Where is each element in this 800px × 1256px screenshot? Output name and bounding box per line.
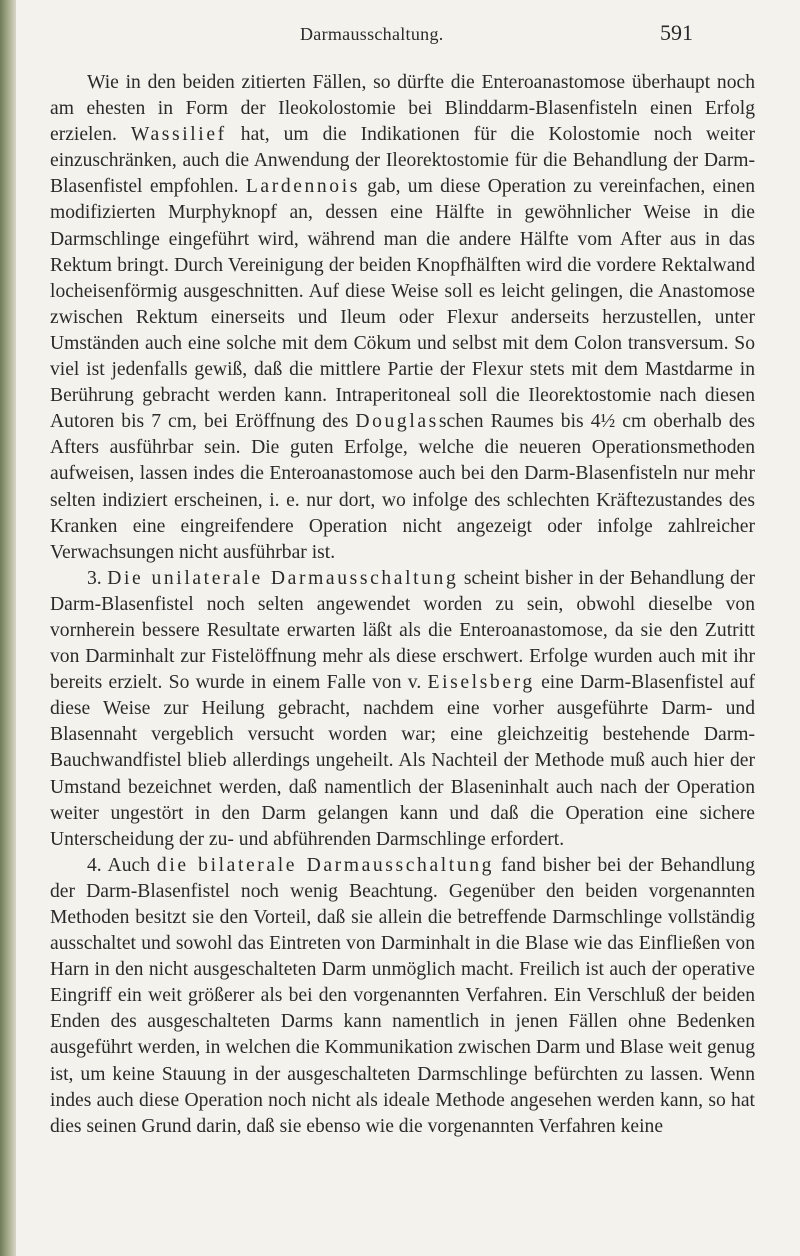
paragraph	[50, 853, 755, 1140]
text-run: schen Raumes bis 4½ cm oberhalb des Afters ausführbar sein. Die guten Erfolge, welche die neueren Operationsmethoden aufweisen, lassen indes die Enteroanastomose auch bei den Darm-Blasenfisteln nur mehr selten indiziert erscheinen, i. e. nur dort, wo infolge des schlechten Kräftezustandes des Kranken eine eingreifendere Operation nicht angezeigt oder infolge zahlreicher Verwachsungen nicht ausführbar ist.	[50, 411, 755, 563]
paragraph	[50, 566, 755, 853]
page-header	[0, 20, 800, 50]
book-binding-edge	[0, 0, 16, 1256]
author-name-wassilief: Wassilief	[130, 124, 227, 146]
text-run: hat, um die Indikationen für die Kolostomie noch weiter einzuschränken, auch die Anwendung der Ileorektostomie für die Behandlung der Darm-Blasenfistel empfohlen.	[50, 124, 755, 198]
section-number: 4. Auch	[87, 854, 157, 876]
author-name-douglas: Douglas	[355, 411, 439, 433]
page-number: 591	[660, 20, 693, 45]
text-run: fand bisher bei der Behandlung der Darm-Blasenfistel noch wenig Beachtung. Gegenüber den beiden vorgenannten Methoden besitzt sie den Vorteil, daß sie allein die betreffende Darmschlinge vollständig ausschaltet und sowohl das Eintreten von Darminhalt in die Blase wie das Einfließen von Harn in den nicht ausgeschalteten Darm unmöglich macht. Freilich ist auch der operative Eingriff ein weit größerer als bei den vorgenannten Verfahren. Ein Verschluß der beiden Enden des ausgeschalteten Darms kann namentlich in jenen Fällen ohne Bedenken ausgeführt werden, in welchen die Kommunikation zwischen Darm und Blase weit genug ist, um keine Stauung in der ausgeschalteten Darmschlinge befürchten zu lassen. Wenn indes auch diese Operation noch nicht als ideale Methode angesehen werden kann, so hat dies seinen Grund darin, daß sie ebenso wie die vorgenannten Verfahren keine	[50, 854, 756, 1137]
text-run: eine Darm-Blasenfistel auf diese Weise zur Heilung gebracht, nachdem eine vorher ausgeführte Darm- und Blasennaht vergeblich versucht worden war; eine gleichzeitig bestehende Darm-Bauchwandfistel blieb allerdings ungeheilt. Als Nachteil der Methode muß auch hier der Umstand bezeichnet werden, daß namentlich der Blaseninhalt auch nach der Operation weiter ungestört in den Darm gelangen kann und daß die Operation eine sichere Unterscheidung der zu- und abführenden Darmschlinge erfordert.	[50, 672, 755, 850]
text-run: Wie in den beiden zitierten Fällen, so dürfte die Enteroanastomose überhaupt noch am ehesten in Form der Ileokolostomie bei Blinddarm-Blasenfisteln einen Erfolg erzielen.	[50, 72, 755, 146]
running-title: Darmausschaltung.	[300, 24, 444, 44]
author-name-eiselsberg: Eiselsberg	[427, 672, 535, 694]
text-run: scheint bisher in der Behandlung der Darm-Blasenfistel noch selten angewendet worden zu sein, obwohl dieselbe von vornherein bessere Resultate erwarten läßt als die Enteroanastomose, da sie den Zutritt von Darminhalt zur Fistelöffnung mehr als diese erschwert. Erfolge wurden auch mit ihr bereits erzielt. So wurde in einem Falle von v.	[50, 567, 755, 694]
section-number: 3.	[87, 567, 108, 589]
section-heading-unilateral: Die unilaterale Darmausschaltung	[107, 567, 459, 589]
body-text	[50, 70, 755, 1140]
section-heading-bilateral: die bilaterale Darmausschaltung	[156, 854, 495, 876]
author-name-lardennois: Lardennois	[245, 176, 360, 198]
text-run: gab, um diese Operation zu vereinfachen, einen modifizierten Murphyknopf an, dessen eine Hälfte in gewöhnlicher Weise in die Darmschlinge eingeführt wird, während man die andere Hälfte vom After aus in das Rektum bringt. Durch Vereinigung der beiden Knopfhälften wird die vordere Rektalwand locheisenförmig ausgeschnitten. Auf diese Weise soll es leicht gelingen, die Anastomose zwischen Rektum einerseits und Ileum oder Flexur anderseits herzustellen, unter Umständen auch eine solche mit dem Cökum und selbst mit dem Colon transversum. So viel ist jedenfalls gewiß, daß die mittlere Partie der Flexur stets mit dem Mastdarme in Berührung gebracht werden kann. Intraperitoneal soll die Ileorektostomie nach diesen Autoren bis 7 cm, bei Eröffnung des	[50, 176, 755, 433]
paragraph	[50, 70, 755, 566]
